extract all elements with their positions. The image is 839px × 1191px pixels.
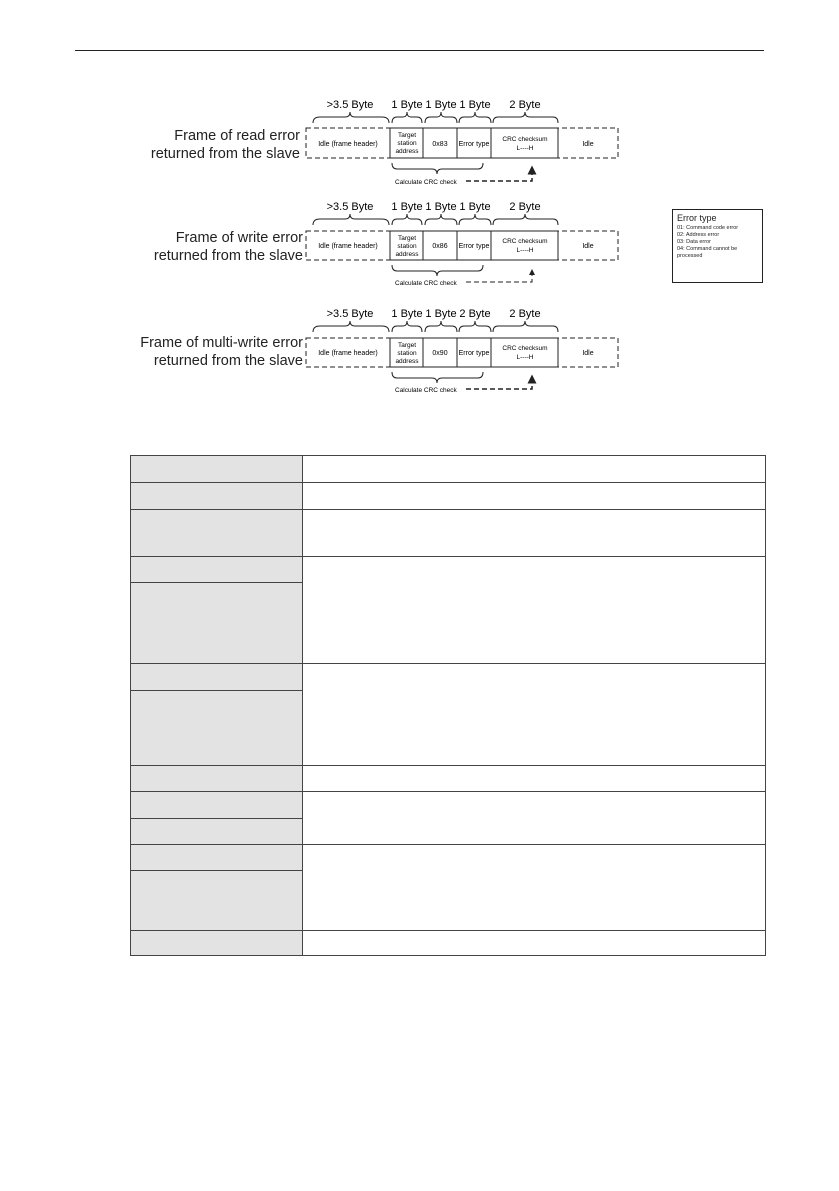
byte-size: 1 Byte xyxy=(425,308,457,320)
target-label: address xyxy=(395,148,419,155)
crc-note: Calculate CRC check xyxy=(395,179,457,186)
byte-size: >3.5 Byte xyxy=(326,201,374,213)
table-cell-name xyxy=(131,792,303,819)
target-label: Target xyxy=(397,132,417,139)
function-code: 0x86 xyxy=(432,243,448,250)
byte-size: 1 Byte xyxy=(459,201,491,213)
legend-item: 03: Data error xyxy=(677,239,711,245)
error-type-legend xyxy=(672,209,763,283)
table-cell-name xyxy=(131,931,303,956)
legend-item: 04: Command cannot be xyxy=(677,246,738,252)
legend-item: 02: Address error xyxy=(677,232,720,238)
target-label: Target xyxy=(397,235,417,242)
table-cell-value xyxy=(303,456,766,483)
frame-multi-write-error xyxy=(306,308,618,394)
error-type-label: Error type xyxy=(458,141,490,148)
error-type-label: Error type xyxy=(458,243,490,250)
legend-title: Error type xyxy=(677,213,717,223)
crc-order: L----H xyxy=(516,354,534,361)
function-code: 0x90 xyxy=(432,350,448,357)
idle-header-label: Idle (frame header) xyxy=(318,141,378,148)
frame-label-read: Frame of read error returned from the slave xyxy=(150,128,300,162)
target-label: station xyxy=(397,140,417,147)
table-cell-name xyxy=(131,766,303,792)
idle-tail-label: Idle xyxy=(582,350,594,357)
table-cell-name xyxy=(131,845,303,871)
idle-tail-label: Idle xyxy=(582,243,594,250)
target-label: station xyxy=(397,350,417,357)
target-label: station xyxy=(397,243,417,250)
parameter-table xyxy=(130,455,766,956)
frame-read-error xyxy=(306,99,618,186)
frame-label-multi-write: Frame of multi-write error returned from the slave xyxy=(140,335,303,369)
byte-size: 1 Byte xyxy=(391,99,423,111)
table-cell-name xyxy=(131,819,303,845)
byte-size: 2 Byte xyxy=(509,308,541,320)
table-cell-name xyxy=(131,510,303,557)
table-cell-name xyxy=(131,664,303,691)
table-cell-value xyxy=(303,792,766,845)
target-label: Target xyxy=(397,342,417,349)
byte-size: >3.5 Byte xyxy=(326,308,374,320)
table-cell-name xyxy=(131,871,303,931)
byte-size: 2 Byte xyxy=(459,308,491,320)
table-cell-name xyxy=(131,691,303,766)
table-cell-value xyxy=(303,557,766,664)
idle-header-label: Idle (frame header) xyxy=(318,243,378,250)
table-cell-value xyxy=(303,483,766,510)
table-cell-name xyxy=(131,557,303,583)
byte-size: 1 Byte xyxy=(425,99,457,111)
byte-size: 1 Byte xyxy=(391,308,423,320)
error-type-label: Error type xyxy=(458,350,490,357)
frame-label-write: Frame of write error returned from the slave xyxy=(153,230,303,264)
table-cell-name xyxy=(131,456,303,483)
crc-note: Calculate CRC check xyxy=(395,280,457,287)
table-cell-value xyxy=(303,845,766,931)
table-cell-name xyxy=(131,483,303,510)
byte-size: 1 Byte xyxy=(425,201,457,213)
idle-tail-label: Idle xyxy=(582,141,594,148)
legend-item: processed xyxy=(677,253,703,259)
idle-header-label: Idle (frame header) xyxy=(318,350,378,357)
table-cell-value xyxy=(303,931,766,956)
function-code: 0x83 xyxy=(432,141,448,148)
crc-order: L----H xyxy=(516,145,534,152)
table-cell-value xyxy=(303,510,766,557)
crc-label: CRC checksum xyxy=(502,136,548,143)
byte-size: 1 Byte xyxy=(459,99,491,111)
target-label: address xyxy=(395,358,419,365)
crc-order: L----H xyxy=(516,247,534,254)
byte-size: >3.5 Byte xyxy=(326,99,374,111)
table-cell-value xyxy=(303,766,766,792)
frame-write-error xyxy=(306,201,618,287)
crc-note: Calculate CRC check xyxy=(395,387,457,394)
table-cell-name xyxy=(131,583,303,664)
byte-size: 2 Byte xyxy=(509,201,541,213)
table-cell-value xyxy=(303,664,766,766)
byte-size: 2 Byte xyxy=(509,99,541,111)
byte-size: 1 Byte xyxy=(391,201,423,213)
crc-label: CRC checksum xyxy=(502,238,548,245)
target-label: address xyxy=(395,251,419,258)
legend-item: 01: Command code error xyxy=(677,225,739,231)
crc-label: CRC checksum xyxy=(502,345,548,352)
